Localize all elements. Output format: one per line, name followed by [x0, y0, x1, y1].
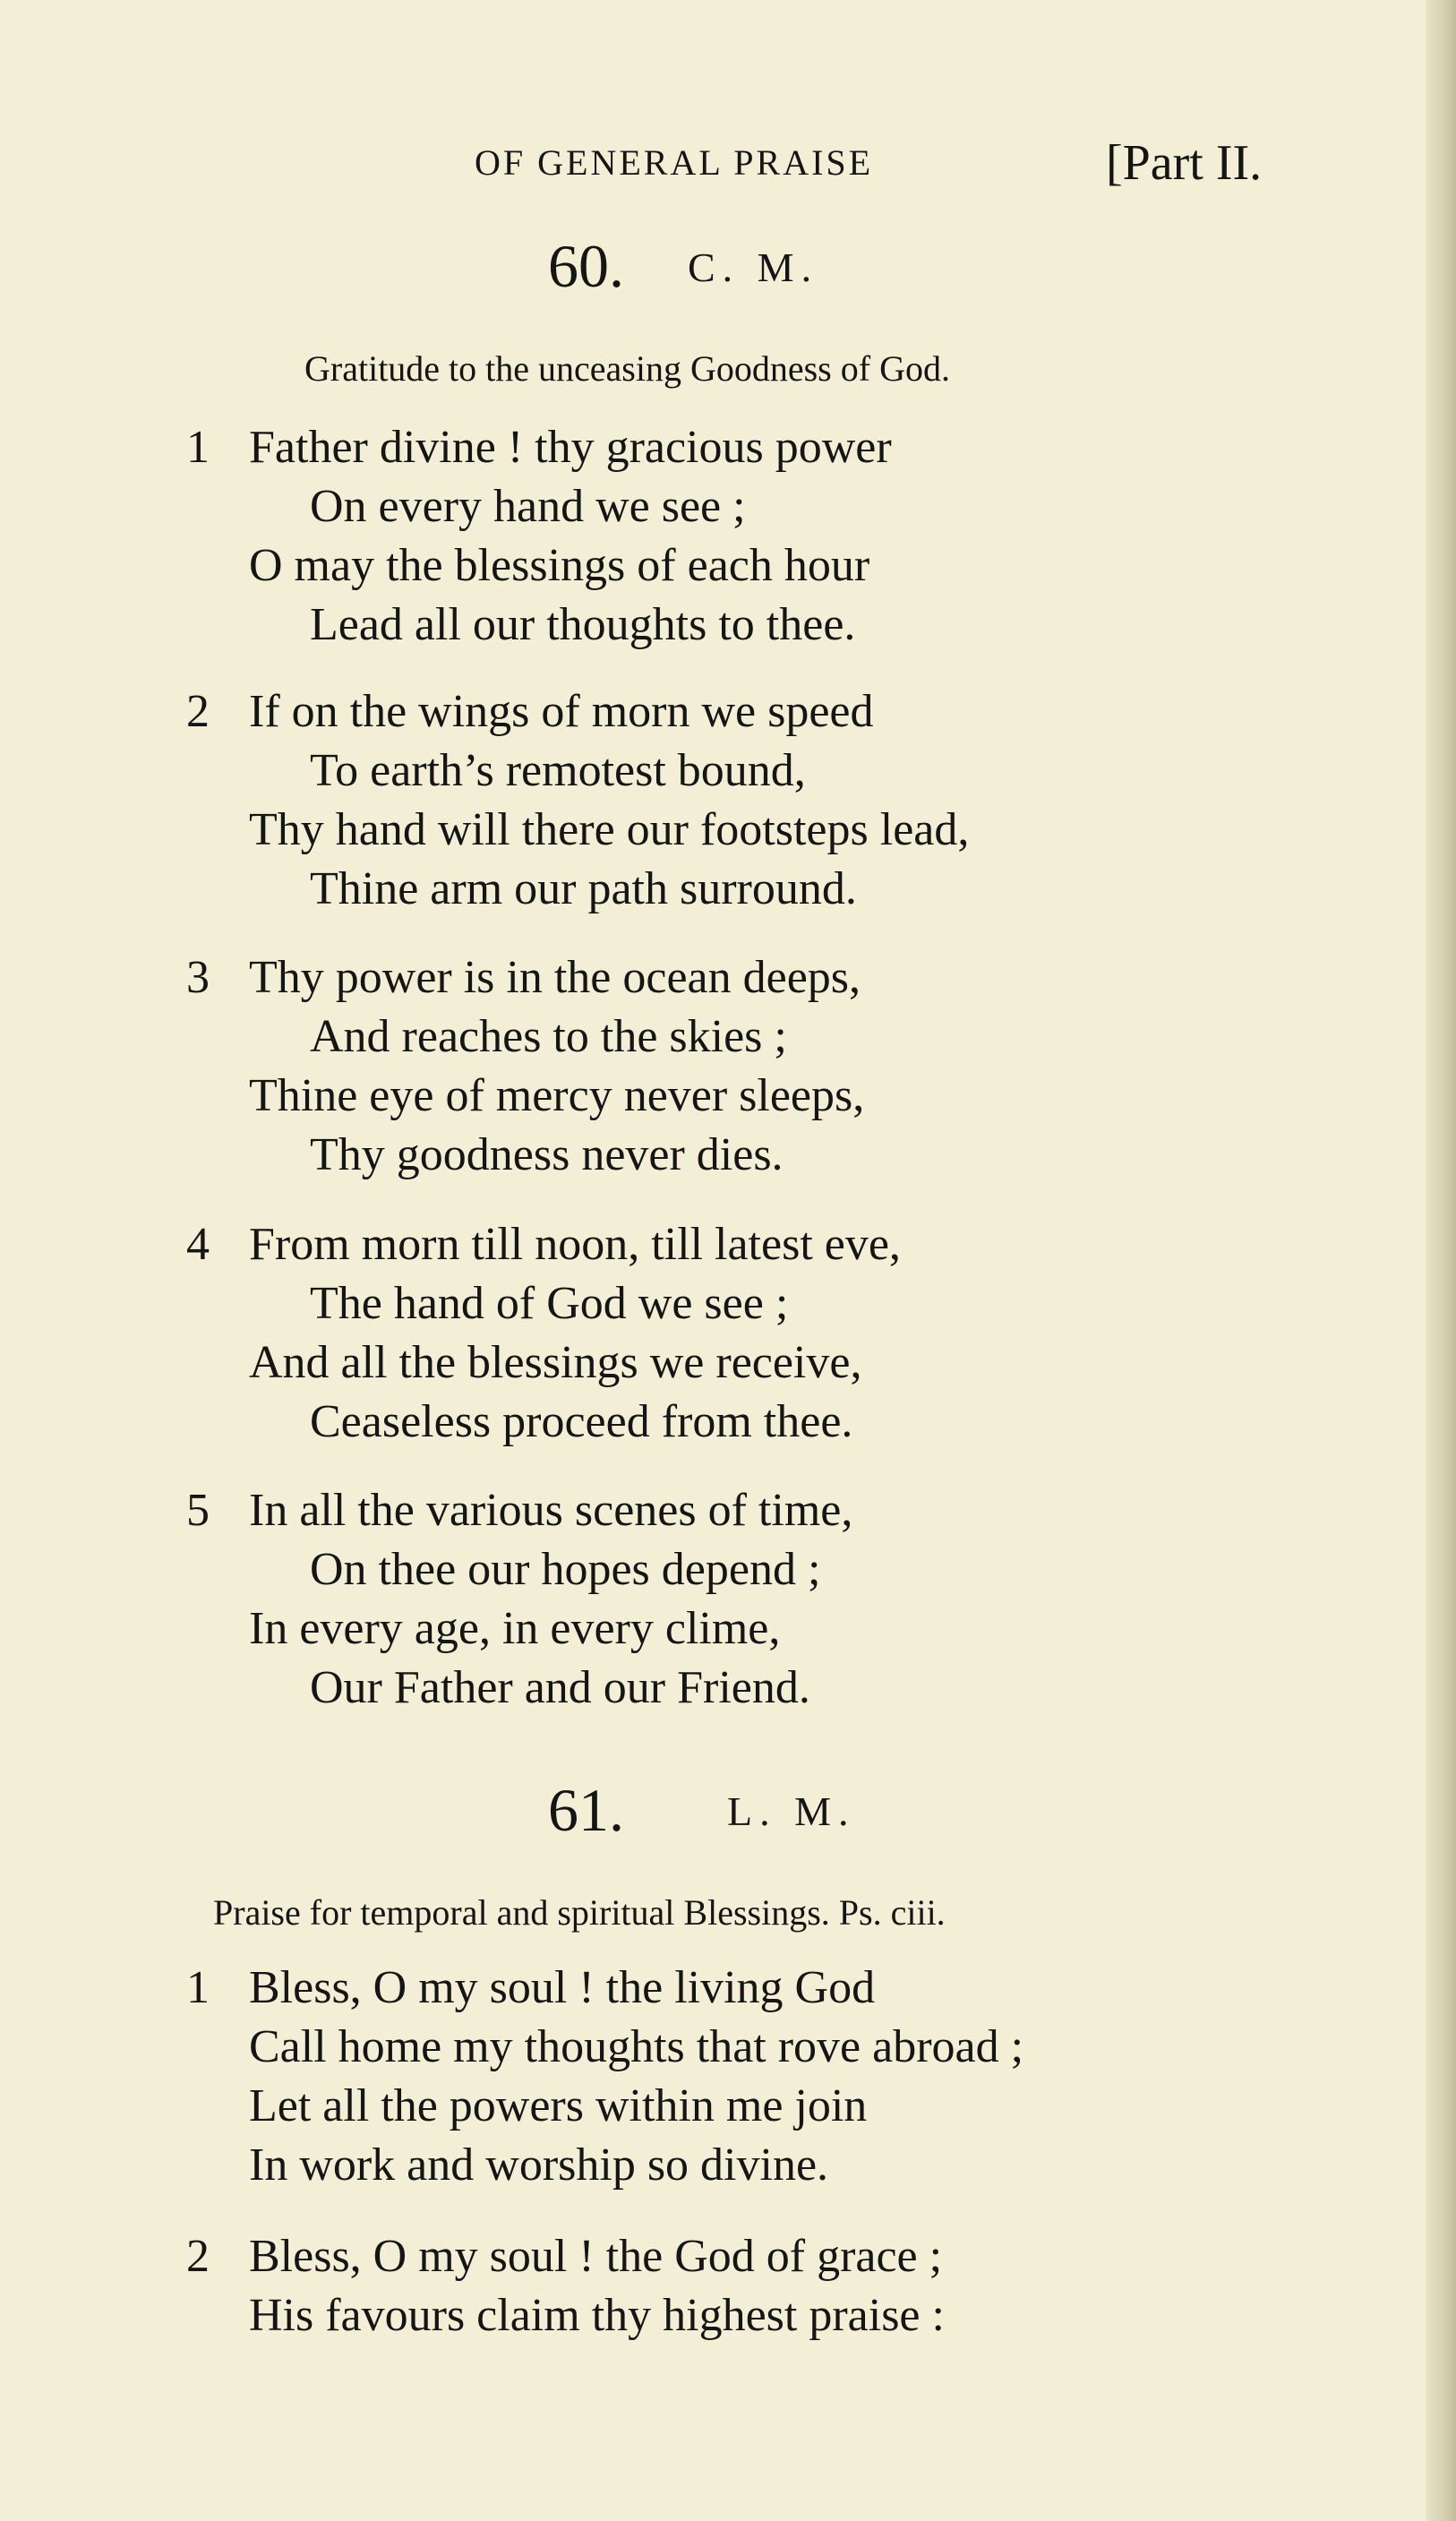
- verse-line: From morn till noon, till latest eve,: [249, 1219, 901, 1270]
- hymn-meter: C. M.: [688, 244, 819, 290]
- verse-line: And reaches to the skies ;: [310, 1011, 787, 1062]
- hymn-subtitle-text: Gratitude to the unceasing Goodness of God.: [304, 348, 950, 389]
- page-header: [0, 134, 1456, 197]
- verse-line: Let all the powers within me join: [249, 2080, 868, 2131]
- verse-line: Thine arm our path surround.: [310, 863, 857, 914]
- verse-line: In every age, in every clime,: [249, 1603, 781, 1654]
- verse-line: Thy power is in the ocean deeps,: [249, 952, 861, 1003]
- verse-line: Ceaseless proceed from thee.: [310, 1396, 853, 1447]
- verse-line: Thine eye of mercy never sleeps,: [249, 1070, 865, 1121]
- verse-line: The hand of God we see ;: [310, 1278, 789, 1329]
- stanza-number: 2: [186, 686, 210, 737]
- stanza-number: 1: [186, 1962, 210, 2013]
- hymn-60-heading: [0, 231, 1456, 312]
- verse-line: To earth’s remotest bound,: [310, 745, 806, 796]
- hymn-60-subtitle: [0, 347, 1456, 392]
- verse-line: In work and worship so divine.: [249, 2139, 829, 2191]
- verse-line: Bless, O my soul ! the God of grace ;: [249, 2231, 943, 2282]
- stanza-number: 5: [186, 1485, 210, 1536]
- hymn-number: 60.: [548, 232, 624, 300]
- verse-line: Call home my thoughts that rove abroad ;: [249, 2021, 1024, 2072]
- stanza-number: 4: [186, 1219, 210, 1270]
- part-label: [Part II.: [1106, 135, 1263, 191]
- stanza-number: 2: [186, 2231, 210, 2282]
- verse-line: On thee our hopes depend ;: [310, 1544, 821, 1595]
- verse-line: And all the blessings we receive,: [249, 1337, 862, 1388]
- hymn-meter: L. M.: [727, 1788, 856, 1834]
- verse-line: Father divine ! thy gracious power: [249, 422, 892, 473]
- verse-line: In all the various scenes of time,: [249, 1485, 853, 1536]
- running-title: OF GENERAL PRAISE: [475, 142, 874, 183]
- hymn-61-subtitle: [0, 1891, 1456, 1936]
- verse-line: O may the blessings of each hour: [249, 540, 870, 591]
- hymn-subtitle-text: Praise for temporal and spiritual Blessings. Ps. ciii.: [213, 1892, 946, 1933]
- stanza-number: 1: [186, 422, 210, 473]
- verse-line: Our Father and our Friend.: [310, 1662, 810, 1713]
- stanza-number: 3: [186, 952, 210, 1003]
- verse-line: Bless, O my soul ! the living God: [249, 1962, 876, 2013]
- verse-line: Thy hand will there our footsteps lead,: [249, 804, 970, 855]
- verse-line: Thy goodness never dies.: [310, 1129, 784, 1180]
- verse-line: His favours claim thy highest praise :: [249, 2290, 945, 2341]
- verse-line: Lead all our thoughts to thee.: [310, 599, 856, 650]
- hymn-number: 61.: [548, 1776, 624, 1844]
- hymn-61-heading: [0, 1775, 1456, 1856]
- verse-line: On every hand we see ;: [310, 481, 746, 532]
- verse-line: If on the wings of morn we speed: [249, 686, 874, 737]
